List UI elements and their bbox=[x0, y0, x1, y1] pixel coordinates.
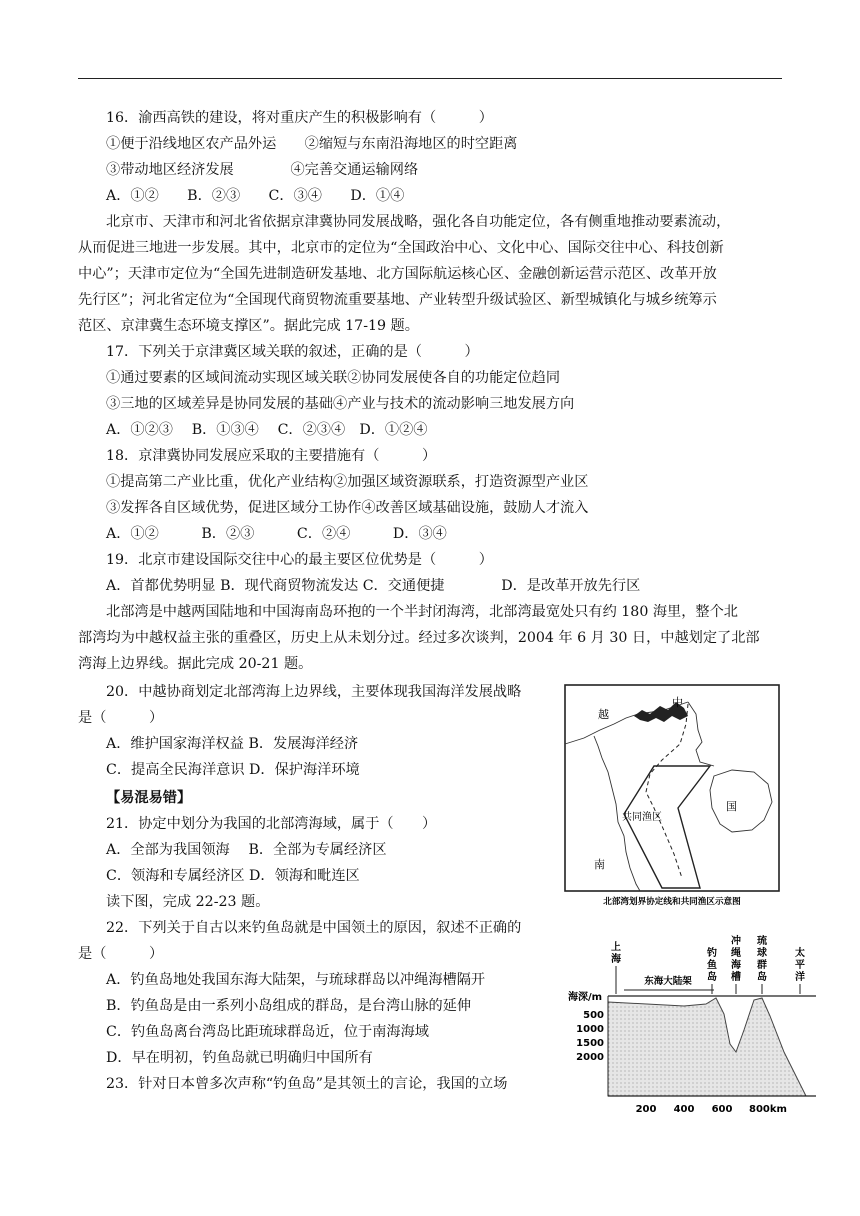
label-diaoyu-3: 岛 bbox=[707, 972, 717, 983]
q20-stem-cont: 是（ ） bbox=[78, 710, 164, 726]
q22-choice-c: C．钓鱼岛离台湾岛比距琉球群岛近，位于南海海域 bbox=[106, 1024, 429, 1040]
label-ryukyu-3: 群 bbox=[757, 960, 767, 971]
q22-choice-a: A．钓鱼岛地处我国东海大陆架，与琉球群岛以冲绳海槽隔开 bbox=[106, 972, 486, 988]
figure-instruction: 读下图，完成 22-23 题。 bbox=[106, 894, 270, 910]
label-ryukyu-4: 岛 bbox=[757, 972, 767, 983]
seabed-profile bbox=[564, 934, 820, 1134]
q22-choice-b: B．钓鱼岛是由一系列小岛组成的群岛，是台湾山脉的延伸 bbox=[106, 998, 472, 1014]
q21-choices-2: C．领海和专属经济区 D．领海和毗连区 bbox=[106, 868, 360, 884]
beibu-gulf-map bbox=[564, 684, 780, 910]
label-diaoyu-1: 钓 bbox=[707, 948, 717, 959]
passage-jjj-4: 先行区”；河北省定位为“全国现代商贸物流重要基地、产业转型升级试验区、新型城镇化与城乡统筹示 bbox=[78, 292, 717, 308]
q19-choices: A．首都优势明显 B．现代商贸物流发达 C．交通便捷 D．是改革开放先行区 bbox=[106, 578, 641, 594]
q17-choices: A．①②③ B．①③④ C．②③④ D．①②④ bbox=[106, 422, 428, 438]
q16-options-1: ①便于沿线地区农产品外运 ②缩短与东南沿海地区的时空距离 bbox=[106, 136, 518, 152]
q20-choices-1: A．维护国家海洋权益 B．发展海洋经济 bbox=[106, 736, 359, 752]
depth-500: 500 bbox=[583, 1010, 604, 1021]
depth-1000: 1000 bbox=[576, 1024, 604, 1035]
q16-stem: 16．渝西高铁的建设，将对重庆产生的积极影响有（ ） bbox=[106, 110, 493, 126]
label-shanghai-1: 上 bbox=[611, 942, 621, 953]
label-shanghai-2: 海 bbox=[611, 954, 621, 965]
label-pacific-2: 平 bbox=[795, 960, 805, 971]
label-okinawa-3: 海 bbox=[731, 960, 741, 971]
q18-options-1: ①提高第二产业比重，优化产业结构②加强区域资源联系，打造资源型产业区 bbox=[106, 474, 589, 490]
q17-options-2: ③三地的区域差异是协同发展的基础④产业与技术的流动影响三地发展方向 bbox=[106, 396, 575, 412]
q18-options-2: ③发挥各自区域优势，促进区域分工协作④改善区域基础设施，鼓励人才流入 bbox=[106, 500, 589, 516]
passage-jjj-5: 范区、京津冀生态环境支撑区”。据此完成 17-19 题。 bbox=[78, 318, 419, 334]
depth-2000: 2000 bbox=[576, 1052, 604, 1063]
q21-choices-1: A．全部为我国领海 B．全部为专属经济区 bbox=[106, 842, 387, 858]
passage-bbw-1: 北部湾是中越两国陆地和中国海南岛环抱的一个半封闭海湾，北部湾最宽处只有约 180 海里，整个北 bbox=[106, 604, 738, 620]
q20-choices-2: C．提高全民海洋意识 D．保护海洋环境 bbox=[106, 762, 360, 778]
q16-options-2: ③带动地区经济发展 ④完善交通运输网络 bbox=[106, 162, 419, 178]
label-ryukyu-2: 球 bbox=[757, 948, 767, 959]
q19-stem: 19．北京市建设国际交往中心的最主要区位优势是（ ） bbox=[106, 552, 493, 568]
passage-jjj-3: 中心”；天津市定位为“全国先进制造研发基地、北方国际航运核心区、金融创新运营示范区、改革开放 bbox=[78, 266, 717, 282]
label-okinawa-2: 绳 bbox=[731, 948, 741, 959]
label-diaoyu-2: 鱼 bbox=[707, 960, 717, 971]
q22-stem-cont: 是（ ） bbox=[78, 946, 164, 962]
label-ryukyu-1: 琉 bbox=[757, 936, 767, 947]
q18-stem: 18．京津冀协同发展应采取的主要措施有（ ） bbox=[106, 448, 437, 464]
q16-choices: A．①② B．②③ C．③④ D．①④ bbox=[106, 188, 405, 204]
map-label-zone: 共同渔区 bbox=[622, 812, 662, 823]
q17-stem: 17．下列关于京津冀区域关联的叙述，正确的是（ ） bbox=[106, 344, 479, 360]
label-pacific-3: 洋 bbox=[795, 972, 805, 983]
q23-stem: 23．针对日本曾多次声称“钓鱼岛”是其领土的言论，我国的立场 bbox=[106, 1076, 508, 1092]
header-rule bbox=[78, 78, 782, 79]
tick-600: 600 bbox=[711, 1104, 733, 1115]
tick-200: 200 bbox=[635, 1104, 657, 1115]
seabed-terrain bbox=[608, 998, 806, 1096]
q22-stem: 22．下列关于自古以来钓鱼岛就是中国领土的原因，叙述不正确的 bbox=[106, 920, 522, 936]
map-label-yue: 越 bbox=[598, 708, 609, 721]
q22-choice-d: D．早在明初，钓鱼岛就已明确归中国所有 bbox=[106, 1050, 373, 1066]
q18-choices: A．①② B．②③ C．②④ D．③④ bbox=[106, 526, 447, 542]
map-caption: 北部湾划界协定线和共同渔区示意图 bbox=[603, 897, 741, 907]
tick-400: 400 bbox=[673, 1104, 695, 1115]
label-okinawa-1: 冲 bbox=[731, 936, 741, 947]
label-pacific-1: 太 bbox=[795, 948, 805, 959]
label-shelf: 东海大陆架 bbox=[644, 976, 692, 987]
passage-jjj-2: 从而促进三地进一步发展。其中，北京市的定位为“全国政治中心、文化中心、国际交往中心、科技创新 bbox=[78, 240, 724, 256]
tag-easily-confused: 【易混易错】 bbox=[106, 790, 192, 806]
passage-jjj-1: 北京市、天津市和河北省依据京津冀协同发展战略，强化各自功能定位，各有侧重地推动要素流动， bbox=[106, 214, 731, 230]
depth-1500: 1500 bbox=[576, 1038, 604, 1049]
label-okinawa-4: 槽 bbox=[731, 972, 741, 983]
axis-label-depth: 海深/m bbox=[568, 992, 603, 1003]
tick-800km: 800km bbox=[749, 1104, 787, 1115]
q21-stem: 21．协定中划分为我国的北部湾海域，属于（ ） bbox=[106, 816, 437, 832]
q20-stem: 20．中越协商划定北部湾海上边界线，主要体现我国海洋发展战略 bbox=[106, 684, 522, 700]
map-label-nan: 南 bbox=[594, 858, 605, 871]
passage-bbw-3: 湾海上边界线。据此完成 20-21 题。 bbox=[78, 656, 313, 672]
map-label-guo: 国 bbox=[726, 800, 737, 813]
map-label-zhong: 中 bbox=[672, 696, 683, 709]
q17-options-1: ①通过要素的区域间流动实现区域关联②协同发展使各自的功能定位趋同 bbox=[106, 370, 561, 386]
passage-bbw-2: 部湾均为中越权益主张的重叠区，历史上从未划分过。经过多次谈判，2004 年 6 月 30 日，中越划定了北部 bbox=[78, 630, 760, 646]
